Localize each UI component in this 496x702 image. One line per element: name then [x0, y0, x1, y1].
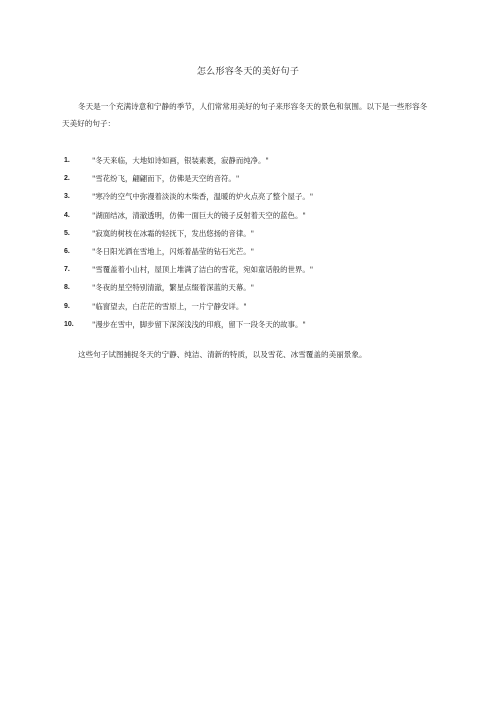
summary-paragraph: 这些句子试图捕捉冬天的宁静、纯洁、清新的特质，以及雪花、冰雪覆盖的美丽景象。	[78, 350, 367, 359]
list-text: "冬夜的星空特别清澈，繁星点缀着深蓝的天幕。"	[92, 283, 255, 293]
list-text: "雪花纷飞，翩翩而下，仿佛是天空的音符。"	[92, 174, 240, 184]
list-number: 1.	[64, 157, 70, 164]
list-item	[64, 170, 444, 188]
list-text: "寒冷的空气中弥漫着淡淡的木柴香，温暖的炉火点亮了整个屋子。"	[92, 192, 314, 202]
list-item	[64, 279, 444, 297]
list-number: 3.	[64, 193, 70, 201]
list-item	[64, 152, 444, 170]
list-text: "临窗望去，白茫茫的雪原上，一片宁静安详。"	[92, 301, 247, 311]
list-number: 6.	[64, 247, 70, 255]
list-item	[64, 261, 444, 279]
list-item	[64, 243, 444, 261]
sentence-list	[64, 152, 444, 334]
intro-paragraph: 冬天是一个充满诗意和宁静的季节，人们常常用美好的句子来形容冬天的景色和氛围。以下是一些形容冬天美好的句子：	[62, 102, 428, 128]
document-title: 怎么形容冬天的美好句子	[196, 67, 300, 77]
list-text: "漫步在雪中，脚步留下深深浅浅的印痕，留下一段冬天的故事。"	[92, 319, 306, 329]
list-number: 5.	[64, 229, 70, 237]
list-text: "冬天来临，大地如诗如画，银装素裹，寂静而纯净。"	[92, 156, 269, 165]
list-number: 10.	[64, 320, 74, 328]
list-item	[64, 225, 444, 243]
list-number: 4.	[64, 211, 70, 219]
list-item	[64, 188, 444, 206]
list-number: 2.	[64, 175, 70, 183]
list-number: 8.	[64, 284, 70, 292]
list-text: "湖面结冰，清澈透明，仿佛一面巨大的镜子反射着天空的蓝色。"	[92, 210, 306, 220]
list-item	[64, 298, 444, 316]
list-number: 9.	[64, 302, 70, 310]
list-item	[64, 316, 444, 334]
list-item	[64, 207, 444, 225]
list-text: "雪覆盖着小山村，屋顶上堆满了洁白的雪花，宛如童话般的世界。"	[92, 265, 314, 275]
list-text: "冬日阳光洒在雪地上，闪烁着晶莹的钻石光芒。"	[92, 246, 255, 256]
list-text: "寂寞的树枝在冰霜的轻抚下，发出悠扬的音律。"	[92, 228, 255, 238]
list-number: 7.	[64, 266, 70, 274]
